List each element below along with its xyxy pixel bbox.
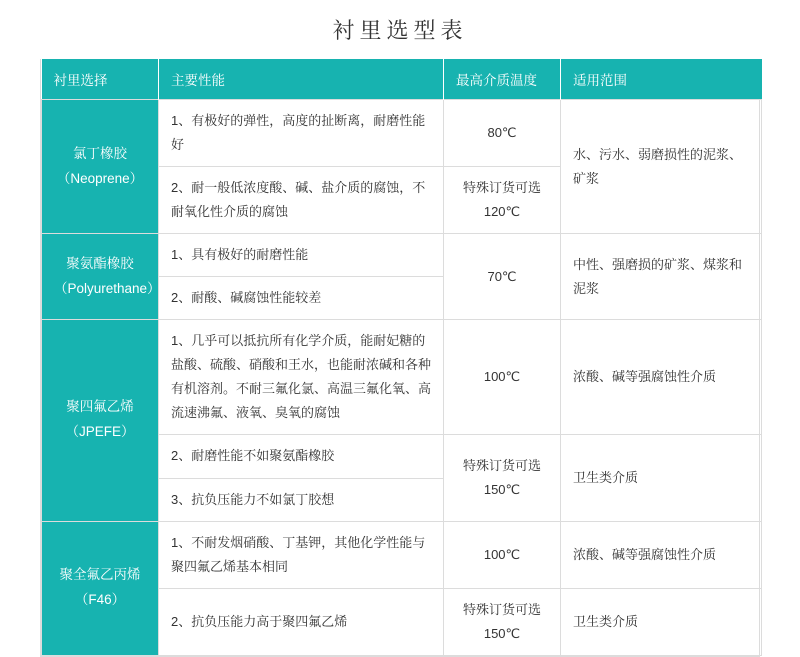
scope-cell: 卫生类介质 bbox=[561, 588, 762, 655]
lining-name-polyurethane bbox=[42, 234, 159, 320]
lining-name-line1: 聚四氟乙烯 bbox=[66, 399, 134, 415]
lining-name-ptfe bbox=[42, 320, 159, 521]
scope-cell: 中性、强磨损的矿浆、煤浆和泥浆 bbox=[561, 234, 762, 320]
table-header bbox=[42, 59, 762, 100]
performance-cell: 1、几乎可以抵抗所有化学介质，能耐妃糖的盐酸、硫酸、硝酸和王水，也能耐浓碱和各种有机溶剂。不耐三氟化氯、高温三氟化氧、高流速沸氟、液氧、臭氧的腐蚀 bbox=[159, 320, 444, 435]
performance-cell: 1、有极好的弹性，高度的扯断离，耐磨性能好 bbox=[159, 100, 444, 167]
temperature-cell bbox=[444, 588, 561, 655]
table-row bbox=[42, 521, 762, 588]
performance-cell: 2、耐磨性能不如聚氨酯橡胶 bbox=[159, 435, 444, 478]
table-row bbox=[42, 234, 762, 277]
lining-name-line1: 聚全氟乙丙烯 bbox=[59, 567, 141, 583]
temperature-line2: 150℃ bbox=[483, 482, 521, 498]
column-header-lining-choice: 衬里选择 bbox=[42, 59, 159, 100]
scope-cell: 卫生类介质 bbox=[561, 435, 762, 521]
table-body bbox=[42, 100, 762, 656]
lining-selection-table bbox=[41, 59, 762, 656]
performance-cell: 2、耐一般低浓度酸、碱、盐介质的腐蚀，不耐氧化性介质的腐蚀 bbox=[159, 167, 444, 234]
temperature-cell: 80℃ bbox=[444, 100, 561, 167]
temperature-line2: 150℃ bbox=[483, 625, 521, 641]
table-header-row bbox=[42, 59, 762, 100]
performance-cell: 2、耐酸、碱腐蚀性能较差 bbox=[159, 277, 444, 320]
lining-name-line1: 氯丁橡胶 bbox=[73, 145, 127, 161]
performance-cell: 1、不耐发烟硝酸、丁基钾，其他化学性能与聚四氟乙烯基本相同 bbox=[159, 521, 444, 588]
page-title: 衬里选型表 bbox=[332, 18, 468, 43]
lining-name-f46 bbox=[42, 521, 159, 655]
scope-cell: 浓酸、碱等强腐蚀性介质 bbox=[561, 320, 762, 435]
lining-table-wrapper bbox=[40, 59, 760, 657]
performance-cell: 1、具有极好的耐磨性能 bbox=[159, 234, 444, 277]
performance-cell: 3、抗负压能力不如氯丁胶想 bbox=[159, 478, 444, 521]
temperature-cell: 70℃ bbox=[444, 234, 561, 320]
temperature-line2: 120℃ bbox=[483, 204, 521, 220]
lining-name-line2: （F46） bbox=[74, 592, 126, 608]
temperature-line1: 特殊订货可选 bbox=[462, 457, 541, 473]
table-row bbox=[42, 320, 762, 435]
lining-name-neoprene bbox=[42, 100, 159, 234]
lining-name-line2: （Polyurethane） bbox=[54, 280, 161, 296]
temperature-cell: 100℃ bbox=[444, 320, 561, 435]
temperature-cell bbox=[444, 167, 561, 234]
scope-cell: 水、污水、弱磨损性的泥浆、矿浆 bbox=[561, 100, 762, 234]
temperature-cell: 100℃ bbox=[444, 521, 561, 588]
lining-name-line2: （JPEFE） bbox=[65, 424, 135, 440]
column-header-max-temperature: 最高介质温度 bbox=[444, 59, 561, 100]
column-header-application-scope: 适用范围 bbox=[561, 59, 762, 100]
lining-name-line1: 聚氨酯橡胶 bbox=[66, 255, 134, 271]
temperature-line1: 特殊订货可选 bbox=[462, 601, 541, 617]
column-header-main-performance: 主要性能 bbox=[159, 59, 444, 100]
temperature-line1: 特殊订货可选 bbox=[462, 180, 541, 196]
lining-name-line2: （Neoprene） bbox=[56, 170, 144, 186]
temperature-cell bbox=[444, 435, 561, 521]
performance-cell: 2、抗负压能力高于聚四氟乙烯 bbox=[159, 588, 444, 655]
scope-cell: 浓酸、碱等强腐蚀性介质 bbox=[561, 521, 762, 588]
table-row bbox=[42, 100, 762, 167]
